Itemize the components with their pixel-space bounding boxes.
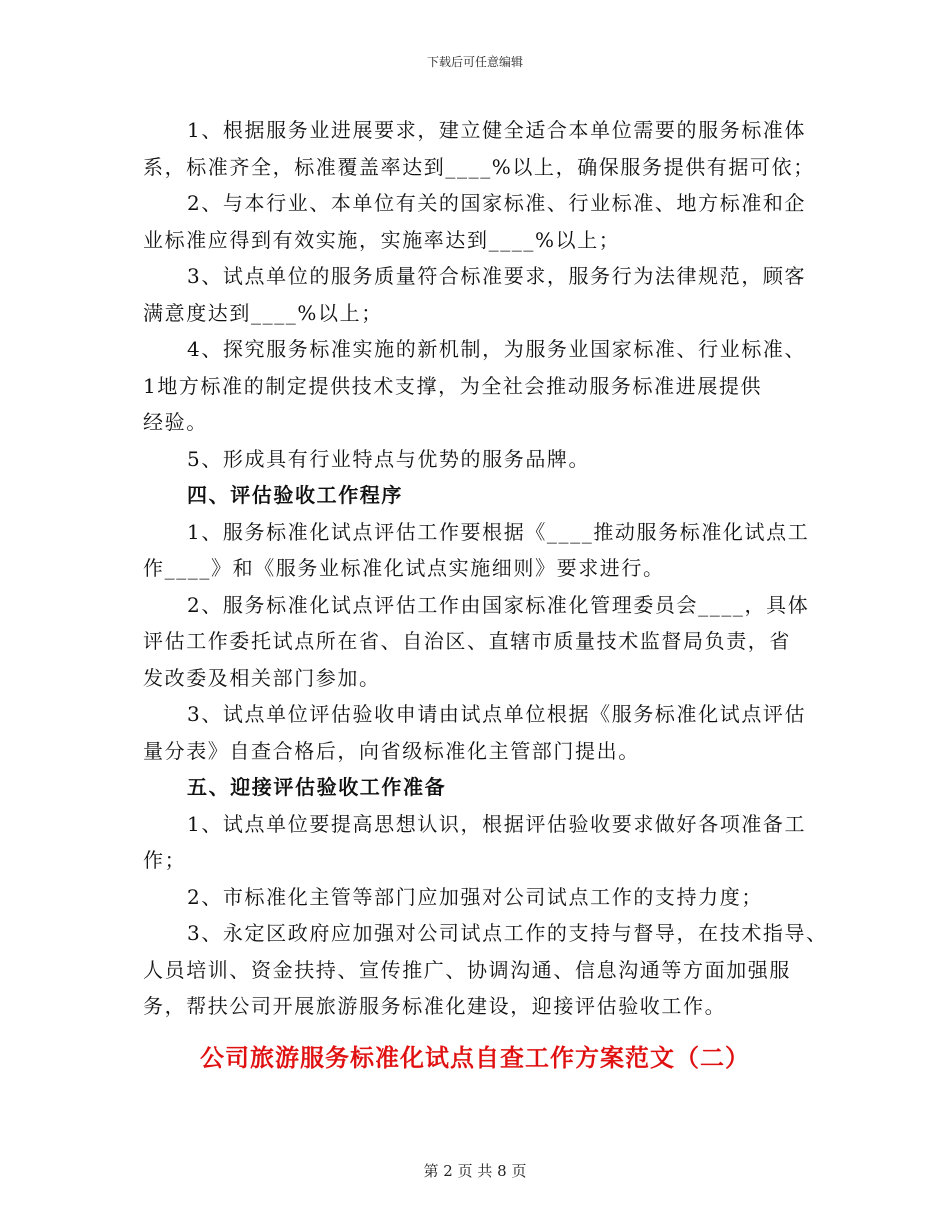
body-text-line: 务，帮扶公司开展旅游服务标准化建设，迎接评估验收工作。 [143, 994, 727, 1018]
body-text-line: 评估工作委托试点所在省、自治区、直辖市质量技术监督局负责，省 [143, 629, 791, 653]
body-text-line: 1地方标准的制定提供技术支撑，为全社会推动服务标准进展提供 [143, 373, 763, 398]
body-text-line: 业标准应得到有效实施，实施率达到____%以上； [143, 227, 621, 252]
body-text-line: 发改委及相关部门参加。 [143, 665, 381, 690]
document-body [143, 112, 828, 1025]
body-text-line: 2、市标准化主管等部门应加强对公司试点工作的支持力度； [187, 884, 763, 909]
body-text-line: 3、试点单位的服务质量符合标准要求，服务行为法律规范，顾客 [187, 264, 807, 288]
page-header-note: 下载后可任意编辑 [426, 55, 523, 69]
body-text-line: 2、服务标准化试点评估工作由国家标准化管理委员会____，具体 [187, 592, 810, 617]
body-text-line: 经验。 [143, 410, 208, 434]
body-text-line: 2、与本行业、本单位有关的国家标准、行业标准、地方标准和企 [187, 191, 807, 215]
section-heading: 四、评估验收工作程序 [187, 483, 403, 507]
body-text-line: 4、探究服务标准实施的新机制，为服务业国家标准、行业标准、 [187, 337, 807, 361]
section-heading: 五、迎接评估验收工作准备 [187, 775, 447, 799]
body-text-line: 人员培训、资金扶持、宣传推广、协调沟通、信息沟通等方面加强服 [143, 957, 791, 982]
body-text-line: 作____》和《服务业标准化试点实施细则》要求进行。 [143, 556, 665, 580]
body-text-line: 量分表》自查合格后，向省级标准化主管部门提出。 [143, 738, 640, 763]
body-text-line: 1、服务标准化试点评估工作要根据《____推动服务标准化试点工 [187, 519, 810, 544]
body-text-line: 作； [143, 848, 187, 872]
body-text-line: 5、形成具有行业特点与优势的服务品牌。 [187, 446, 591, 471]
body-text-line: 1、根据服务业进展要求，建立健全适合本单位需要的服务标准体 [187, 118, 807, 142]
body-text-line: 满意度达到____%以上； [143, 300, 383, 325]
body-text-line: 3、试点单位评估验收申请由试点单位根据《服务标准化试点评估 [187, 702, 807, 726]
page-footer: 第 2 页 共 8 页 [423, 1162, 527, 1180]
body-text-line: 系，标准齐全，标准覆盖率达到____%以上，确保服务提供有据可依； [143, 154, 815, 179]
section-title: 公司旅游服务标准化试点自查工作方案范文（二） [200, 1044, 750, 1072]
body-text-line: 3、永定区政府应加强对公司试点工作的支持与督导，在技术指导、 [187, 921, 828, 945]
body-text-line: 1、试点单位要提高思想认识，根据评估验收要求做好各项准备工 [187, 811, 807, 836]
